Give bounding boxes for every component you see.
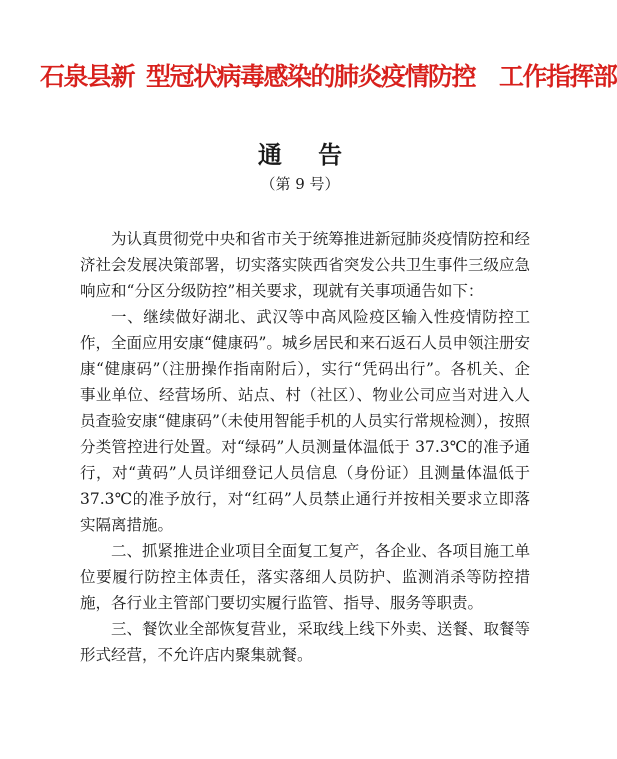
issuing-authority-header [40, 62, 617, 92]
header-part-3: 工作指挥部 [499, 62, 617, 91]
paragraph-item-2: 二、抓紧推进企业项目全面复工复产，各企业、各项目施工单位要履行防控主体责任，落实落细人员防护、监测消杀等防控措施，各行业主管部门要切实履行监管、指导、服务等职责。 [80, 542, 530, 612]
header-part-1: 石泉县新 [40, 62, 135, 91]
paragraph-intro: 为认真贯彻党中央和省市关于统筹推进新冠肺炎疫情防控和经济社会发展决策部署，切实落实陕西省突发公共卫生事件三级应急响应和“分区分级防控”相关要求，现就有关事项通告如下： [80, 230, 530, 300]
notice-title: 通 告 [257, 141, 357, 169]
paragraph-item-3: 三、餐饮业全部恢复营业，采取线上线下外卖、送餐、取餐等形式经营，不允许店内聚集就餐。 [80, 620, 530, 664]
paragraph-item-1: 一、继续做好湖北、武汉等中高风险疫区输入性疫情防控工作，全面应用安康“健康码”。城乡居民和来石返石人员申领注册安康“健康码”（注册操作指南附后），实行“凭码出行”。各机关、企事业单位、经营场所、站点、村（社区）、物业公司应当对进入人员查验安康“健康码”（未使用智能手机的人员实行常规检测），按照分类管控进行处置。对“绿码”人员测量体温低于 37.3℃的准予通行，对“黄码”人员详细登记人员信息（身份证）且测量体温低于 37.3℃的准予放行，对“红码”人员禁止通行并按相关要求立即落实隔离措施。 [80, 308, 530, 534]
notice-body [80, 226, 530, 668]
header-part-2: 型冠状病毒感染的肺炎疫情防控 [146, 62, 476, 91]
notice-number: （第 9 号） [260, 175, 340, 193]
